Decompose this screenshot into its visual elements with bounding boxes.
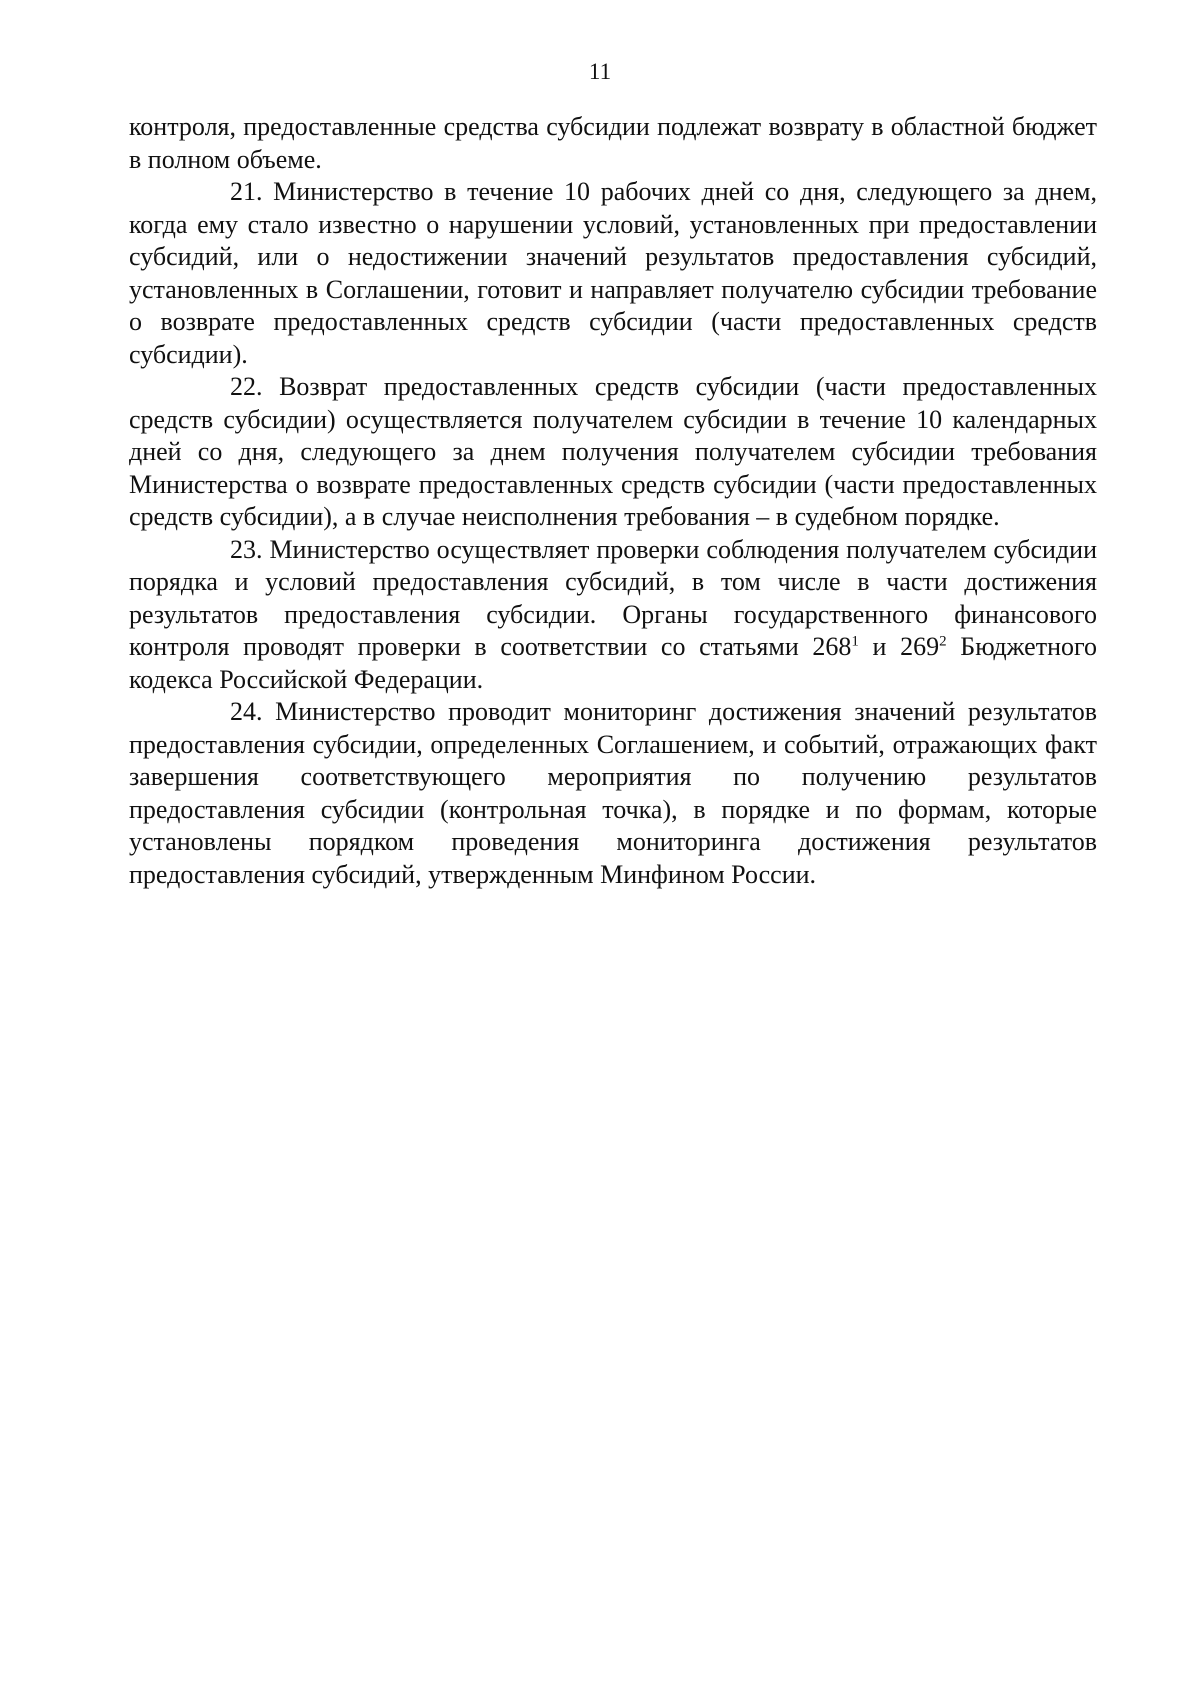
article-superscript-1: 1	[851, 633, 859, 650]
paragraph-24: 24. Министерство проводит мониторинг достижения значений результатов предоставления субсидии, определенных Соглашением, и событий, отражающих факт завершения соответствующего мероприятия по получению результатов предоставления субсидии (контрольная точка), в порядке и по формам, которые установлены порядком проведения мониторинга достижения результатов предоставления субсидий, утвержденным Минфином России.	[129, 697, 1097, 889]
document-body	[129, 111, 1097, 891]
paragraph-21: 21. Министерство в течение 10 рабочих дней со дня, следующего за днем, когда ему стало известно о нарушении условий, установленных при предоставлении субсидий, или о недостижении значений результатов предоставления субсидий, установленных в Соглашении, готовит и направляет получателю субсидии требование о возврате предоставленных средств субсидии (части предоставленных средств субсидии).	[129, 177, 1097, 369]
paragraph-23-text-2: и 269	[858, 632, 940, 661]
article-superscript-2: 2	[939, 633, 947, 650]
paragraph-continuation: контроля, предоставленные средства субсидии подлежат возврату в областной бюджет в полном объеме.	[129, 112, 1097, 174]
paragraph-23-text-1: 23. Министерство осуществляет проверки соблюдения получателем субсидии порядка и условий предоставления субсидий, в том числе в части достижения результатов предоставления субсидии. Органы государственного финансового контроля проводят проверки в соответствии со статьями 268	[129, 534, 1097, 661]
paragraph-22: 22. Возврат предоставленных средств субсидии (части предоставленных средств субсидии) осуществляется получателем субсидии в течение 10 календарных дней со дня, следующего за днем получения получателем субсидии требования Министерства о возврате предоставленных средств субсидии (части предоставленных средств субсидии), а в случае неисполнения требования – в судебном порядке.	[129, 372, 1097, 531]
paragraph-23	[129, 534, 1097, 697]
paragraph-23-text-3: Бюджетного кодекса Российской Федерации.	[129, 632, 1097, 694]
page-number: 11	[588, 59, 612, 84]
